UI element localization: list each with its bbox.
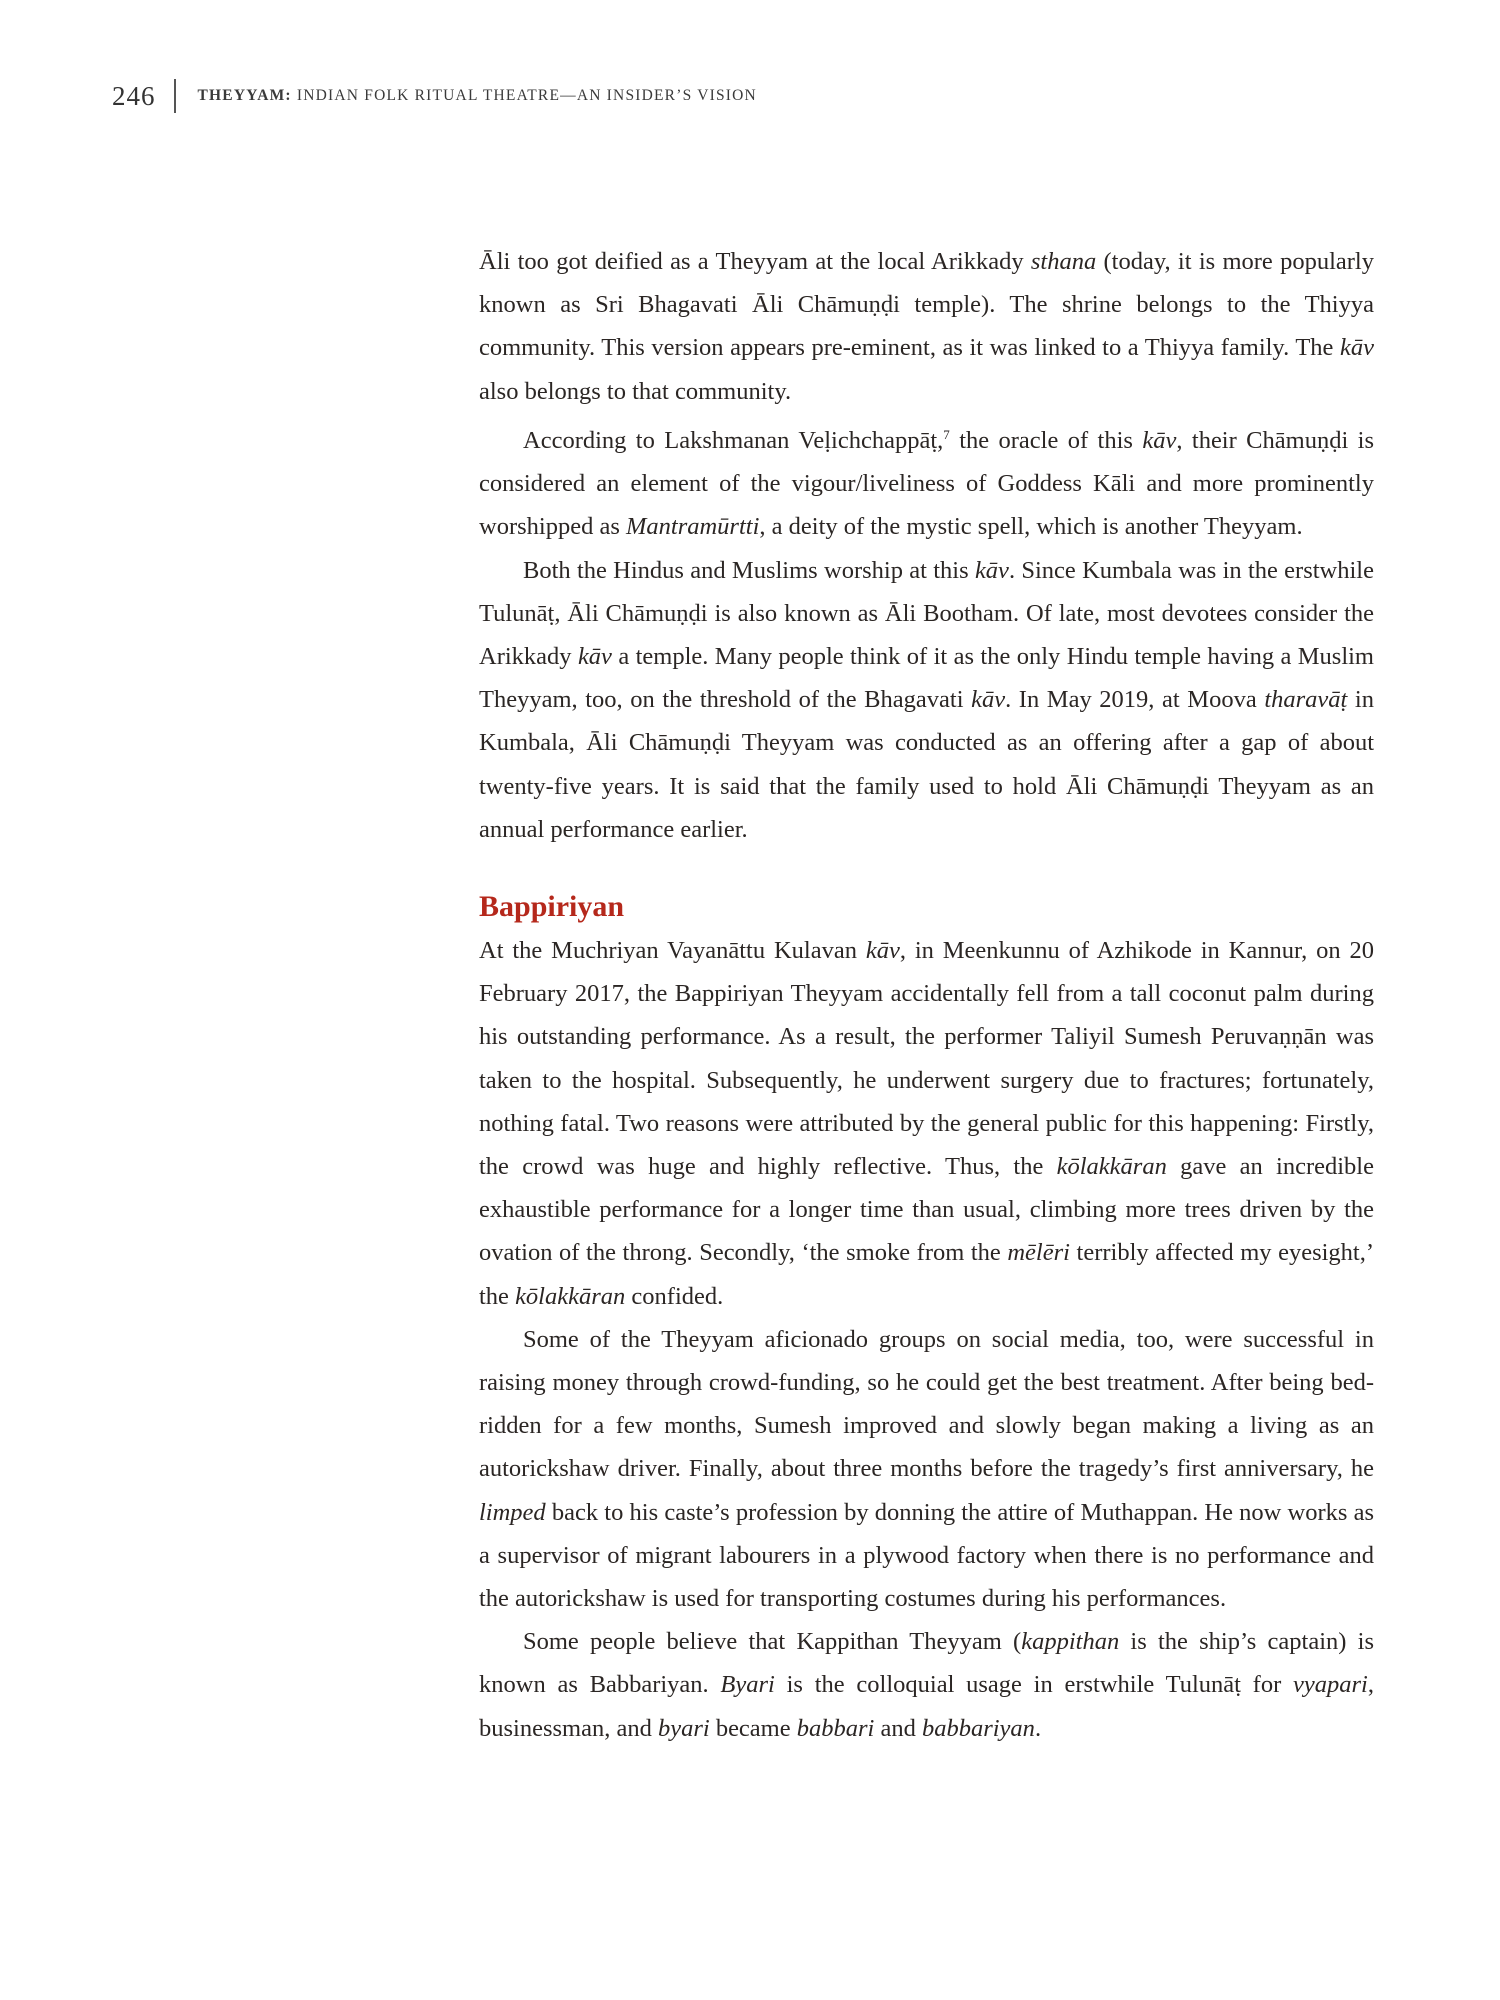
text-run: Some of the Theyyam aficionado groups on social media, too, were successful in raising money through crowd-funding, so he could get the best treatment. After being bed-ridden for a few months, Sumesh improved and slowly began making a living as an autorickshaw driver. Finally, about three months before the tragedy’s first anniversary, he [479, 1325, 1374, 1483]
text-run: became [709, 1714, 797, 1742]
text-run: gave an incredible exhaustible performance for a longer time than usual, climbing more trees driven by the ovation of the throng. Secondly, ‘the smoke from the [479, 1153, 1374, 1267]
text-run: is the colloquial usage in erstwhile Tulunāṭ for [774, 1671, 1294, 1699]
running-header [112, 76, 757, 116]
italic-term: kōlakkāran [1056, 1153, 1167, 1181]
paragraph [479, 549, 1374, 851]
text-run: and [874, 1714, 922, 1742]
footnote-marker: 7 [943, 426, 950, 442]
body-text [479, 240, 1374, 1750]
paragraph [479, 413, 1374, 549]
text-run: back to his caste’s profession by donning the attire of Muthappan. He now works as a supervisor of migrant labourers in a plywood factory when there is no performance and the autorickshaw is used for transporting costumes during his performances. [479, 1498, 1374, 1613]
header-divider [174, 79, 176, 113]
text-run: terribly affected my eyesight,’ the [479, 1239, 1375, 1310]
text-run: According to Lakshmanan Veḷichchappāṭ, [523, 426, 944, 454]
text-run: Both the Hindus and Muslims worship at this [523, 556, 975, 584]
text-run: . In May 2019, at Moova [1005, 686, 1265, 714]
running-head [198, 87, 757, 105]
text-run: , businessman, and [479, 1671, 1374, 1742]
italic-term: tharavāṭ [1264, 686, 1348, 714]
text-run: , a deity of the mystic spell, which is another Theyyam. [759, 513, 1303, 541]
paragraph [479, 240, 1374, 413]
section-spacer [479, 851, 1374, 885]
italic-term: vyapari [1293, 1671, 1368, 1699]
text-run: , in Meenkunnu of Azhikode in Kannur, on 20 February 2017, the Bappiriyan Theyyam accidentally fell from a tall coconut palm during his outstanding performance. As a result, the performer Taliyil Sumesh Peruvaṇṇān was taken to the hospital. Subsequently, he underwent surgery due to fractures; fortunately, nothing fatal. Two reasons were attributed by the general public for this happening: Firstly, the crowd was huge and highly reflective. Thus, the [479, 937, 1375, 1181]
text-run: . Since Kumbala was in the erstwhile Tulunāṭ, Āli Chāmuṇḍi is also known as Āli Bootham. Of late, most devotees consider the Arikkady [479, 556, 1374, 670]
italic-term: kappithan [1021, 1628, 1120, 1656]
running-head-subtitle: INDIAN FOLK RITUAL THEATRE—AN INSIDER’S VISION [296, 87, 757, 104]
italic-term: kāv [974, 556, 1009, 584]
italic-term: kāv [577, 642, 612, 670]
text-run: a temple. Many people think of it as the only Hindu temple having a Muslim Theyyam, too, on the threshold of the Bhagavati [479, 642, 1374, 714]
italic-term: limped [479, 1498, 546, 1526]
text-run: also belongs to that community. [479, 377, 792, 405]
italic-term: byari [657, 1714, 710, 1742]
text-run: confided. [625, 1282, 724, 1310]
text-run: . [1034, 1714, 1042, 1742]
italic-term: Mantramūrtti [625, 513, 760, 541]
section-heading: Bappiriyan [479, 890, 625, 923]
italic-term: babbari [796, 1714, 875, 1742]
italic-term: kāv [865, 937, 900, 964]
italic-term: kōlakkāran [515, 1282, 626, 1310]
italic-term: Byari [720, 1671, 775, 1699]
text-run: in Kumbala, Āli Chāmuṇḍi Theyyam was conducted as an offering after a gap of about twenty-five years. It is said that the family used to hold Āli Chāmuṇḍi Theyyam as an annual performance earlier. [479, 686, 1374, 843]
italic-term: kāv [1142, 426, 1177, 454]
italic-term: sthana [1030, 248, 1097, 275]
text-run: At the Muchriyan Vayanāttu Kulavan [479, 937, 866, 964]
italic-term: mēlēri [1007, 1239, 1070, 1267]
text-run: Āli too got deified as a Theyyam at the local Arikkady [479, 248, 1031, 275]
text-run: (today, it is more popularly known as Sri Bhagavati Āli Chāmuṇḍi temple). The shrine belongs to the Thiyya community. This version appears pre-eminent, as it was linked to a Thiyya family. The [479, 248, 1374, 362]
paragraph [479, 929, 1374, 1318]
running-head-title: THEYYAM: [197, 87, 292, 104]
paragraph [479, 1620, 1374, 1750]
text-run: Some people believe that Kappithan Theyyam ( [523, 1628, 1022, 1656]
italic-term: kāv [971, 686, 1006, 714]
text-run: the oracle of this [949, 426, 1143, 454]
page-number: 246 [112, 80, 156, 111]
italic-term: babbariyan [921, 1714, 1035, 1742]
paragraph [479, 1318, 1374, 1620]
text-run: is the ship’s captain) is known as Babbariyan. [479, 1628, 1374, 1699]
text-run: , their Chāmuṇḍi is considered an element of the vigour/liveliness of Goddess Kāli and more prominently worshipped as [479, 426, 1374, 541]
italic-term: kāv [1340, 334, 1374, 362]
